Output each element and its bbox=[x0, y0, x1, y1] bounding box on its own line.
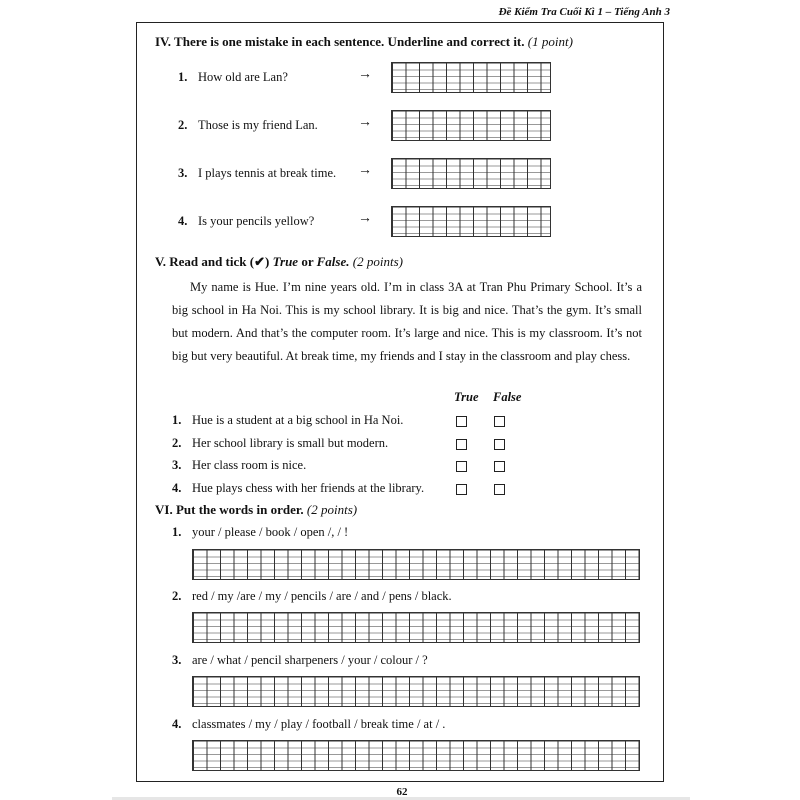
true-checkbox-1[interactable] bbox=[456, 416, 467, 427]
section-4-title bbox=[155, 34, 573, 50]
tf-item-4 bbox=[172, 481, 424, 496]
mistake-item-1 bbox=[178, 70, 288, 85]
order-item-4 bbox=[172, 717, 445, 732]
writing-grid-2[interactable] bbox=[192, 612, 640, 643]
page-header: Đề Kiểm Tra Cuối Kì 1 – Tiếng Anh 3 bbox=[498, 6, 670, 18]
section-6-heading: VI. Put the words in order. bbox=[155, 502, 304, 517]
item-text: Hue is a student at a big school in Ha Noi. bbox=[192, 413, 404, 427]
tf-item-1 bbox=[172, 413, 403, 428]
tf-item-2 bbox=[172, 436, 388, 451]
arrow-icon: → bbox=[358, 67, 372, 82]
false-checkbox-4[interactable] bbox=[494, 484, 505, 495]
true-checkbox-3[interactable] bbox=[456, 461, 467, 472]
answer-grid-3[interactable] bbox=[391, 158, 551, 189]
item-number: 4. bbox=[178, 214, 188, 228]
item-text: your / please / book / open /, / ! bbox=[192, 525, 349, 539]
answer-grid-4[interactable] bbox=[391, 206, 551, 237]
page-number: 62 bbox=[396, 786, 408, 798]
true-column-header: True bbox=[454, 390, 479, 404]
item-number: 3. bbox=[172, 653, 182, 667]
mistake-item-2 bbox=[178, 118, 318, 133]
writing-grid-3[interactable] bbox=[192, 676, 640, 707]
answer-grid-1[interactable] bbox=[391, 62, 551, 93]
arrow-icon: → bbox=[358, 115, 372, 130]
false-column-header: False bbox=[493, 390, 522, 404]
item-number: 2. bbox=[172, 589, 182, 603]
item-number: 1. bbox=[178, 70, 188, 84]
item-text: I plays tennis at break time. bbox=[198, 166, 337, 180]
item-number: 4. bbox=[172, 717, 182, 731]
arrow-icon: → bbox=[358, 211, 372, 226]
order-item-3 bbox=[172, 653, 428, 668]
item-text: Her class room is nice. bbox=[192, 458, 307, 472]
section-5-points: (2 points) bbox=[352, 254, 403, 269]
item-text: Hue plays chess with her friends at the library. bbox=[192, 481, 425, 495]
false-checkbox-2[interactable] bbox=[494, 439, 505, 450]
item-number: 4. bbox=[172, 481, 182, 495]
tf-item-3 bbox=[172, 458, 306, 473]
arrow-icon: → bbox=[358, 163, 372, 178]
true-checkbox-4[interactable] bbox=[456, 484, 467, 495]
section-4-heading: IV. There is one mistake in each sentence. Underline and correct it. bbox=[155, 34, 525, 49]
item-text: How old are Lan? bbox=[198, 70, 288, 84]
section-4-points: (1 point) bbox=[527, 34, 573, 49]
order-item-2 bbox=[172, 589, 452, 604]
item-text: Her school library is small but modern. bbox=[192, 436, 389, 450]
item-text: red / my /are / my / pencils / are / and / pens / black. bbox=[192, 589, 452, 603]
item-text: Is your pencils yellow? bbox=[198, 214, 315, 228]
section-6-points: (2 points) bbox=[306, 502, 358, 517]
item-number: 3. bbox=[172, 458, 182, 472]
section-5-title bbox=[155, 254, 403, 270]
true-checkbox-2[interactable] bbox=[456, 439, 467, 450]
false-checkbox-1[interactable] bbox=[494, 416, 505, 427]
section-5-true: True bbox=[272, 254, 299, 269]
writing-grid-4[interactable] bbox=[192, 740, 640, 771]
item-number: 2. bbox=[172, 436, 182, 450]
section-5-or: or bbox=[301, 254, 314, 269]
item-text: are / what / pencil sharpeners / your / colour / ? bbox=[192, 653, 428, 667]
item-number: 3. bbox=[178, 166, 188, 180]
mistake-item-4 bbox=[178, 214, 314, 229]
section-5-heading: V. Read and tick (✔) bbox=[155, 254, 270, 269]
answer-grid-2[interactable] bbox=[391, 110, 551, 141]
item-text: Those is my friend Lan. bbox=[198, 118, 318, 132]
reading-passage: My name is Hue. I’m nine years old. I’m in class 3A at Tran Phu Primary School. It’s a big school in Ha Noi. This is my school library. It is big and nice. That’s the gym. It’s small but modern. And that’s the computer room. It’s large and nice. This is my classroom. It’s not big but very beautiful. At break time, my friends and I stay in the classroom and play chess. bbox=[172, 280, 642, 363]
section-6-title bbox=[155, 502, 357, 518]
false-checkbox-3[interactable] bbox=[494, 461, 505, 472]
writing-grid-1[interactable] bbox=[192, 549, 640, 580]
mistake-item-3 bbox=[178, 166, 336, 181]
order-item-1 bbox=[172, 525, 348, 540]
section-5-false: False. bbox=[316, 254, 350, 269]
item-number: 1. bbox=[172, 525, 182, 539]
item-text: classmates / my / play / football / break time / at / . bbox=[192, 717, 446, 731]
item-number: 2. bbox=[178, 118, 188, 132]
item-number: 1. bbox=[172, 413, 182, 427]
